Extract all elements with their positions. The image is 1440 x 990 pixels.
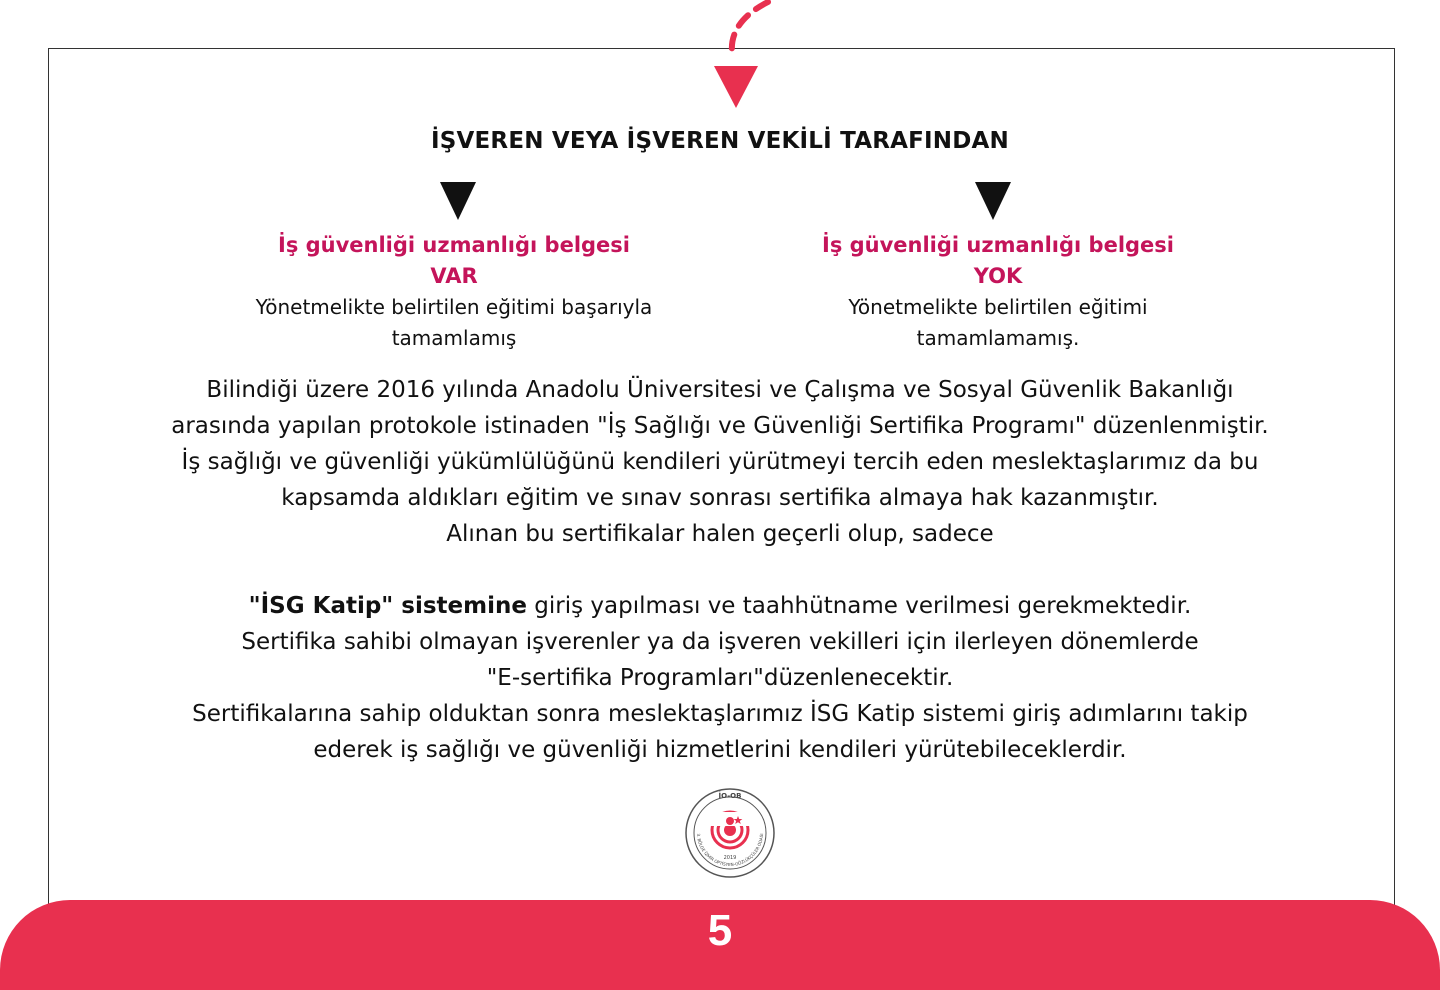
body-line: ederek iş sağlığı ve güvenliği hizmetlerini kendileri yürütebileceklerdir. <box>313 737 1127 763</box>
logo-top-text: İO-OB <box>718 792 742 800</box>
body-line: arasında yapılan protokole istinaden "İş Sağlığı ve Güvenliği Sertifika Programı" düzenlenmiştir. <box>171 413 1269 439</box>
logo-year: 2019 <box>723 855 737 861</box>
body-line: Alınan bu sertifikalar halen geçerli olup, sadece <box>446 521 994 547</box>
body-line: kapsamda aldıkları eğitim ve sınav sonrası sertifika almaya hak kazanmıştır. <box>281 485 1159 511</box>
spacer <box>60 552 1380 588</box>
body-line: İş sağlığı ve güvenliği yükümlülüğünü kendileri yürütmeyi tercih eden meslektaşlarımız da bu <box>181 449 1259 475</box>
down-arrow-icon <box>975 182 1011 220</box>
option-title: İş güvenliği uzmanlığı belgesi <box>278 233 630 257</box>
page-number: 5 <box>707 906 733 955</box>
option-title: İş güvenliği uzmanlığı belgesi <box>822 233 1174 257</box>
body-line <box>60 588 1380 624</box>
page-heading: İŞVEREN VEYA İŞVEREN VEKİLİ TARAFINDAN <box>431 128 1009 154</box>
body-line: Sertifikalarına sahip olduktan sonra meslektaşlarımız İSG Katip sistemi giriş adımlarını takip <box>192 701 1248 727</box>
option-left <box>174 230 734 354</box>
option-desc-line: tamamlamış <box>391 326 517 350</box>
option-status: VAR <box>430 264 478 288</box>
body-line-rest: giriş yapılması ve taahhütname verilmesi gerekmektedir. <box>526 593 1192 619</box>
option-status: YOK <box>973 264 1023 288</box>
logo-ring-text: 3. BÖLGE İZMİR OPTİSYEN-GÖZLÜKÇÜLER ODASI <box>695 833 765 868</box>
body-line: Bilindiği üzere 2016 yılında Anadolu Üniversitesi ve Çalışma ve Sosyal Güvenlik Bakanlığı <box>206 377 1234 403</box>
body-line: Sertifika sahibi olmayan işverenler ya da işveren vekilleri için ilerleyen dönemlerde <box>241 629 1199 655</box>
option-right <box>718 230 1278 354</box>
body-line: "E-sertifika Programları"düzenlenecektir. <box>486 665 954 691</box>
option-desc-line: tamamlamamış. <box>916 326 1080 350</box>
body-text <box>60 372 1380 768</box>
option-desc-line: Yönetmelikte belirtilen eğitimi başarıyla <box>255 295 653 319</box>
isg-katip-emphasis: "İSG Katip" sistemine <box>248 593 527 619</box>
down-arrow-icon <box>440 182 476 220</box>
dashed-arrow-icon <box>690 0 800 112</box>
chamber-logo <box>683 786 777 880</box>
option-desc-line: Yönetmelikte belirtilen eğitimi <box>848 295 1148 319</box>
